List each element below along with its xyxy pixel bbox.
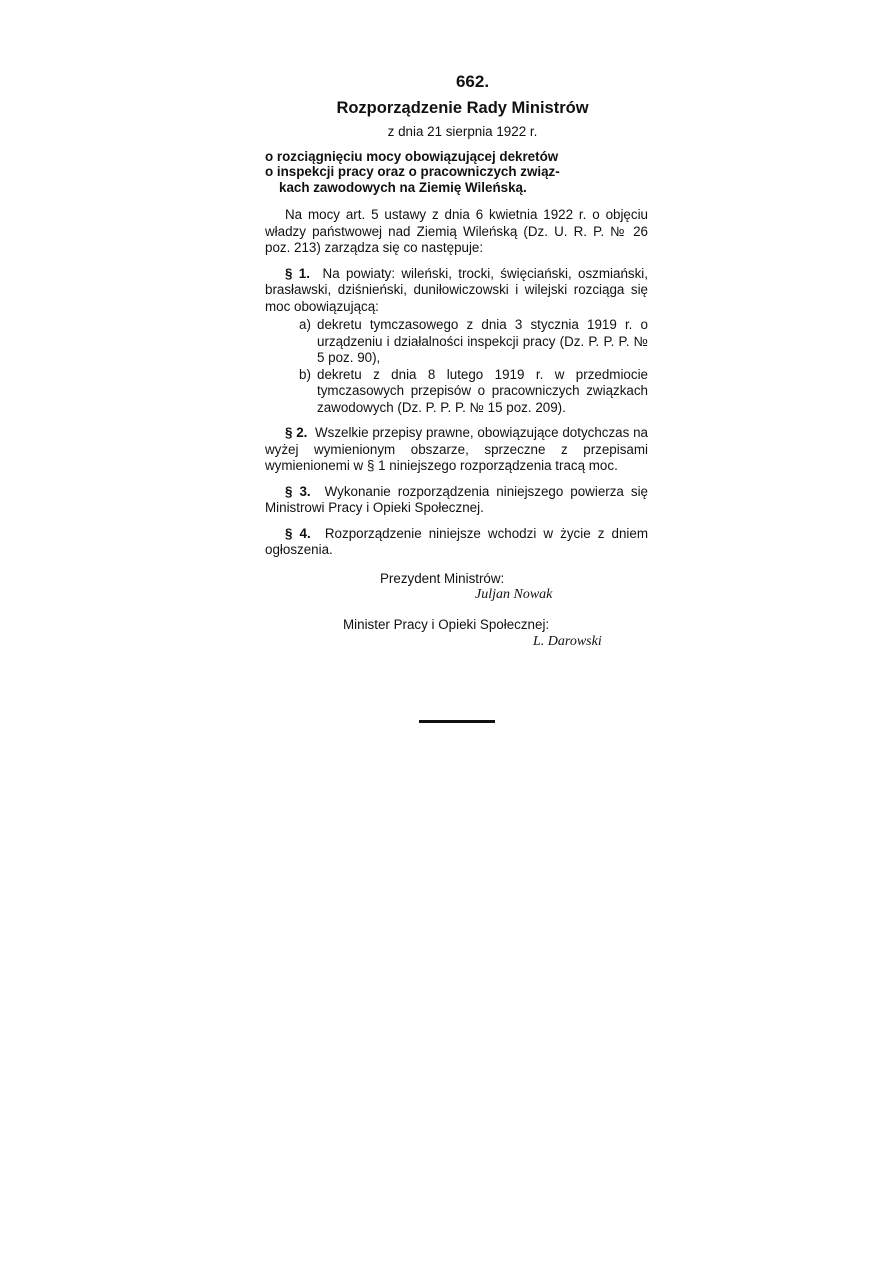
section-mark: § 2. — [285, 425, 308, 440]
document-title: Rozporządzenie Rady Ministrów — [336, 99, 589, 117]
section-text: Wszelkie przepisy prawne, obowiązujące dotychczas na wyżej wymienionym obszarze, sprzeczne z przepisami wymienionemi w § 1 niniejszego rozporządzenia tracą moc. — [265, 425, 648, 473]
item-text: dekretu z dnia 8 lutego 1919 r. w przedmiocie tymczasowych przepisów o pracowniczych związkach zawodowych (Dz. P. P. P. № 15 poz. 209). — [317, 366, 648, 415]
signature-label-prime-minister: Prezydent Ministrów: — [380, 570, 505, 586]
subject-line: o inspekcji pracy oraz o pracowniczych związ- — [265, 164, 560, 179]
end-rule — [419, 720, 495, 723]
item-letter: b) — [299, 366, 311, 382]
section-4 — [265, 526, 648, 559]
item-text: dekretu tymczasowego z dnia 3 stycznia 1919 r. o urządzeniu i działalności inspekcji pracy (Dz. P. P. P. № 5 poz. 90), — [317, 317, 648, 365]
subject-line: o rozciągnięciu mocy obowiązującej dekretów — [265, 148, 559, 164]
document-subject — [265, 149, 648, 196]
section-3 — [265, 484, 648, 517]
signature-name-prime-minister: Juljan Nowak — [475, 587, 553, 602]
signature-name-minister: L. Darowski — [533, 633, 602, 649]
section-1-items — [265, 317, 648, 416]
document-date: z dnia 21 sierpnia 1922 r. — [387, 124, 538, 139]
list-item — [299, 317, 648, 367]
section-text: Rozporządzenie niniejsze wchodzi w życie z dniem ogłoszenia. — [265, 525, 648, 557]
section-2 — [265, 425, 648, 475]
section-mark: § 1. — [285, 265, 310, 281]
section-1 — [265, 266, 648, 316]
document — [265, 72, 648, 650]
signature-label-minister: Minister Pracy i Opieki Społecznej: — [343, 617, 550, 632]
list-item — [299, 367, 648, 417]
section-mark: § 4. — [285, 525, 311, 541]
subject-line: kach zawodowych na Ziemię Wileńską. — [279, 179, 527, 195]
document-number: 662. — [455, 72, 490, 91]
section-text: Wykonanie rozporządzenia niniejszego powierza się Ministrowi Pracy i Opieki Społecznej. — [265, 483, 648, 515]
section-mark: § 3. — [285, 483, 311, 499]
section-text: Na powiaty: wileński, trocki, święciański, oszmiański, brasławski, dziśnieński, duniłowiczowski i wilejski rozciąga się moc obowiązującą: — [265, 265, 648, 314]
item-letter: a) — [299, 317, 311, 332]
intro-paragraph: Na mocy art. 5 ustawy z dnia 6 kwietnia 1922 r. o objęciu władzy państwowej nad Ziemią Wileńską (Dz. U. R. P. № 26 poz. 213) zarządza się co następuje: — [265, 207, 648, 255]
